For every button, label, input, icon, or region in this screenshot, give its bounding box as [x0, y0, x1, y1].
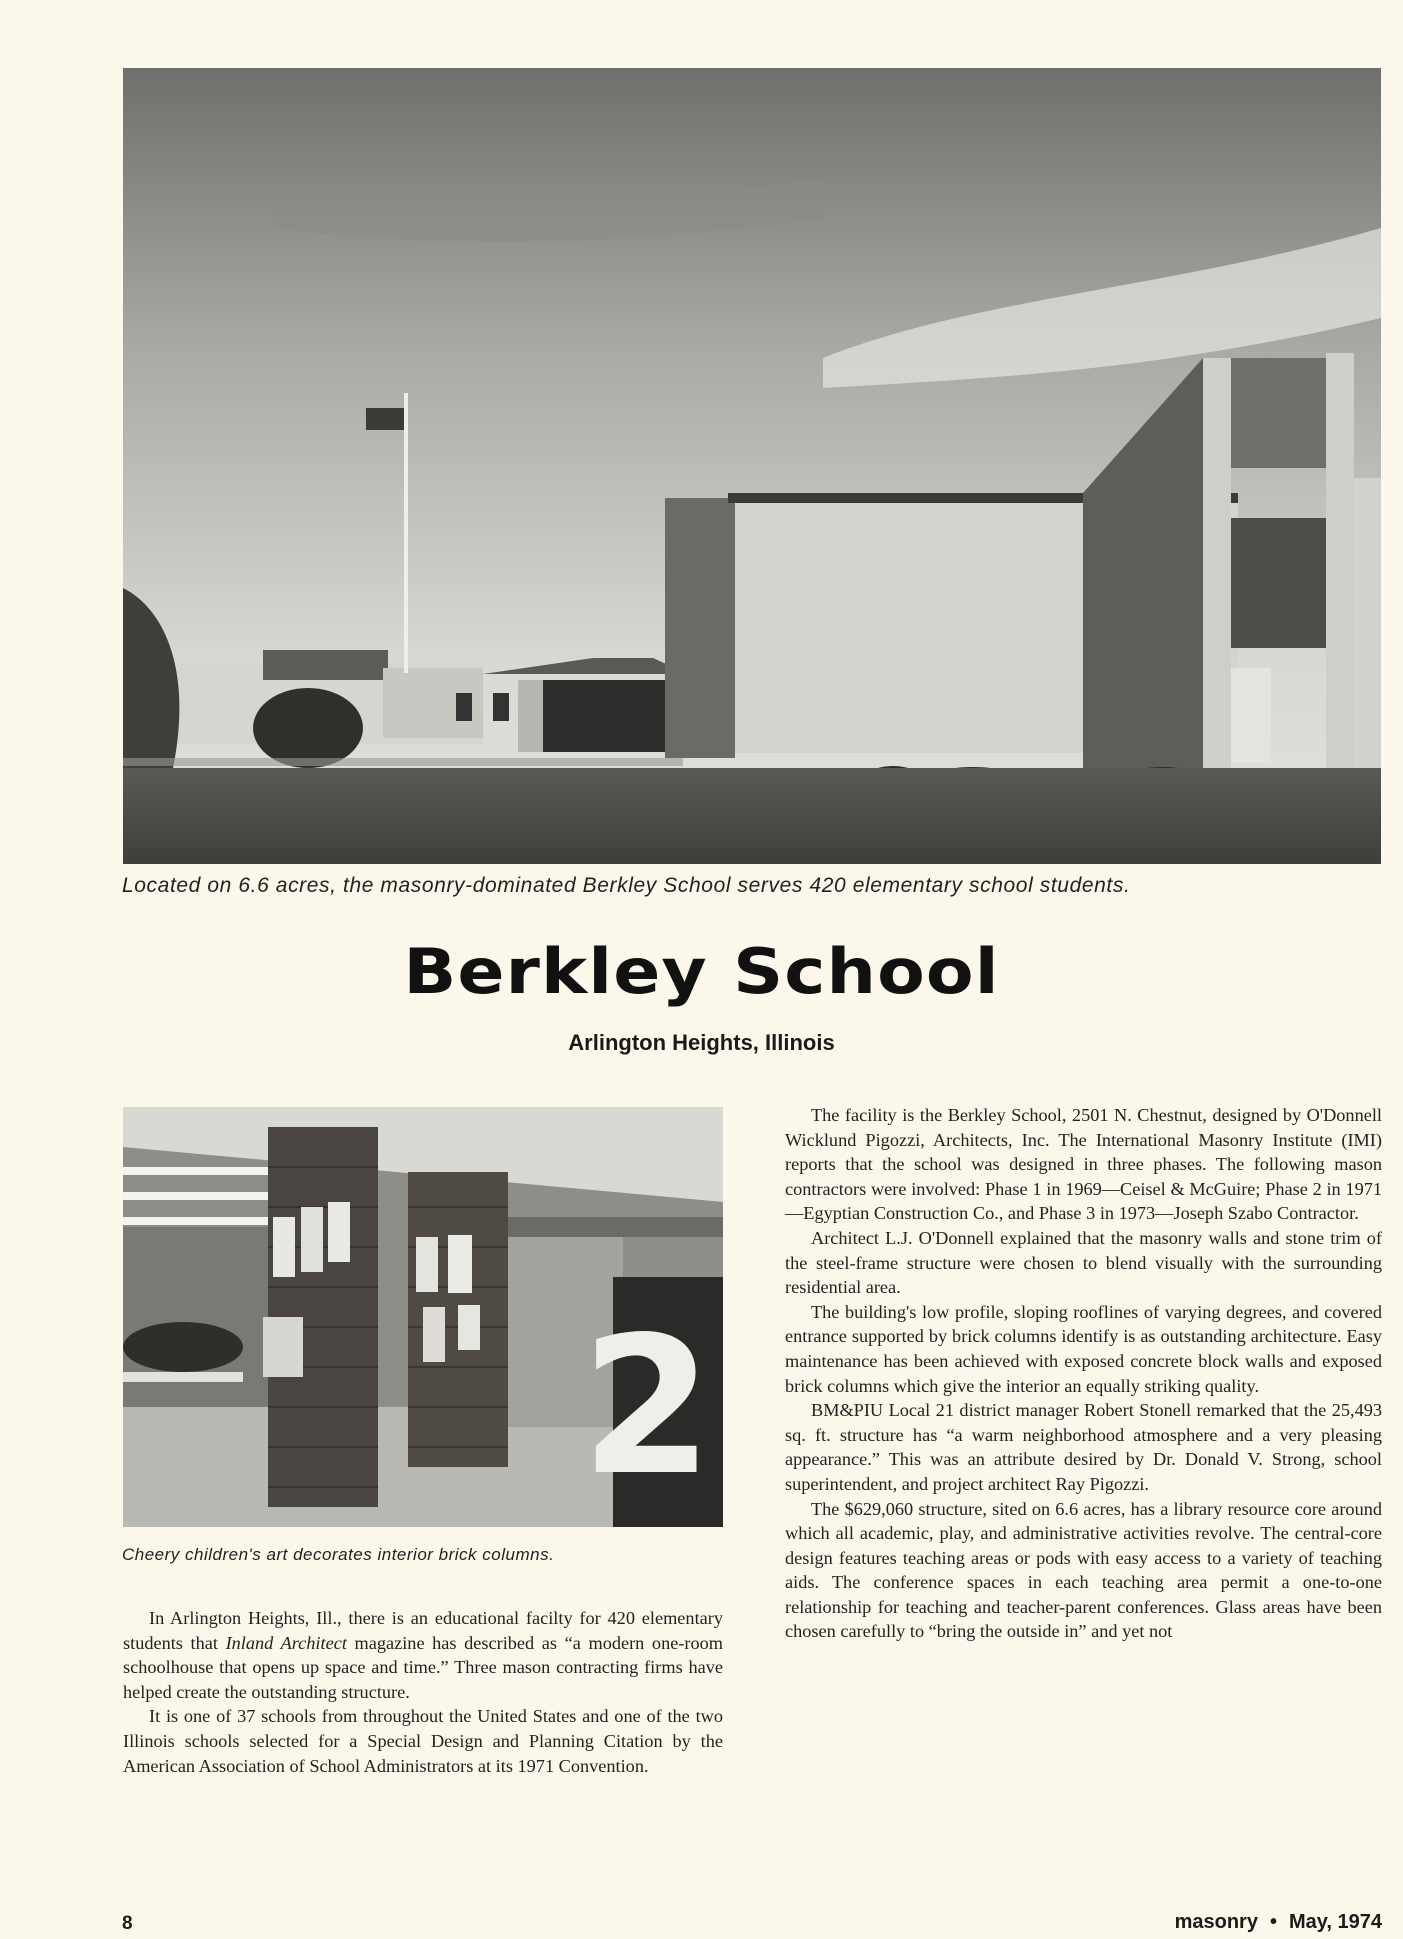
- article-location: Arlington Heights, Illinois: [568, 1030, 835, 1055]
- bullet-separator: •: [1269, 1911, 1277, 1933]
- article-column-right: [785, 1103, 1382, 1644]
- exterior-caption: Located on 6.6 acres, the masonry-dominated Berkley School serves 420 elementary school students.: [122, 874, 1131, 897]
- paragraph: Architect L.J. O'Donnell explained that the masonry walls and stone trim of the steel-frame structure were chosen to blend visually with the surrounding residential area.: [785, 1227, 1382, 1298]
- publication-name: masonry: [1174, 1911, 1258, 1933]
- paragraph: It is one of 37 schools from throughout the United States and one of the two Illinois schools selected for a Special Design and Planning Citation by the American Association of School Administrators at its 1971 Convention.: [123, 1706, 723, 1776]
- article-column-left: [123, 1606, 723, 1778]
- paragraph: The $629,060 structure, sited on 6.6 acres, has a library resource core around which all academic, play, and administrative activities revolve. The central-core design features teaching areas or pods with easy access to a variety of teaching aids. The conference spaces in each teaching area permit a one-to-one relationship for teaching and teacher-parent conferences. Glass areas have been chosen carefully to “bring the outside in” and yet not: [785, 1498, 1382, 1642]
- paragraph-text: magazine has described as “a modern one-room schoolhouse that opens up space and time.” Three mason contracting firms have helped create the outstanding structure.: [123, 1632, 723, 1702]
- paragraph: [123, 1606, 723, 1704]
- article-title: Berkley School: [403, 935, 1000, 1008]
- interior-photo: [123, 1107, 723, 1527]
- publication-footer: [1175, 1911, 1382, 1934]
- page-number: 8: [122, 1913, 133, 1934]
- interior-numeral: 2: [580, 1296, 713, 1517]
- interior-photo-image: [123, 1107, 723, 1527]
- magazine-name: Inland Architect: [225, 1632, 347, 1653]
- interior-caption: Cheery children's art decorates interior brick columns.: [122, 1545, 555, 1564]
- exterior-photo-image: [123, 68, 1381, 864]
- issue-date: May, 1974: [1288, 1911, 1382, 1933]
- paragraph: BM&PIU Local 21 district manager Robert Stonell remarked that the 25,493 sq. ft. structure has “a warm neighborhood atmosphere and a very pleasing appearance.” This was an attribute desired by Dr. Donald V. Strong, school superintendent, and project architect Ray Pigozzi.: [785, 1400, 1382, 1494]
- paragraph-text: In Arlington Heights, Ill., there is an educational facilty for 420 elementary students that: [123, 1608, 723, 1653]
- exterior-photo: [123, 68, 1381, 864]
- paragraph: The building's low profile, sloping rooflines of varying degrees, and covered entrance supported by brick columns identify is as outstanding architecture. Easy maintenance has been achieved with exposed concrete block walls and exposed brick columns which give the interior an equally striking quality.: [785, 1301, 1382, 1396]
- paragraph: The facility is the Berkley School, 2501 N. Chestnut, designed by O'Donnell Wicklund Pigozzi, Architects, Inc. The International Masonry Institute (IMI) reports that the school was designed in three phases. The following mason contractors were involved: Phase 1 in 1969—Ceisel & McGuire; Phase 2 in 1971—Egyptian Construction Co., and Phase 3 in 1973—Joseph Szabo Contractor.: [785, 1105, 1382, 1224]
